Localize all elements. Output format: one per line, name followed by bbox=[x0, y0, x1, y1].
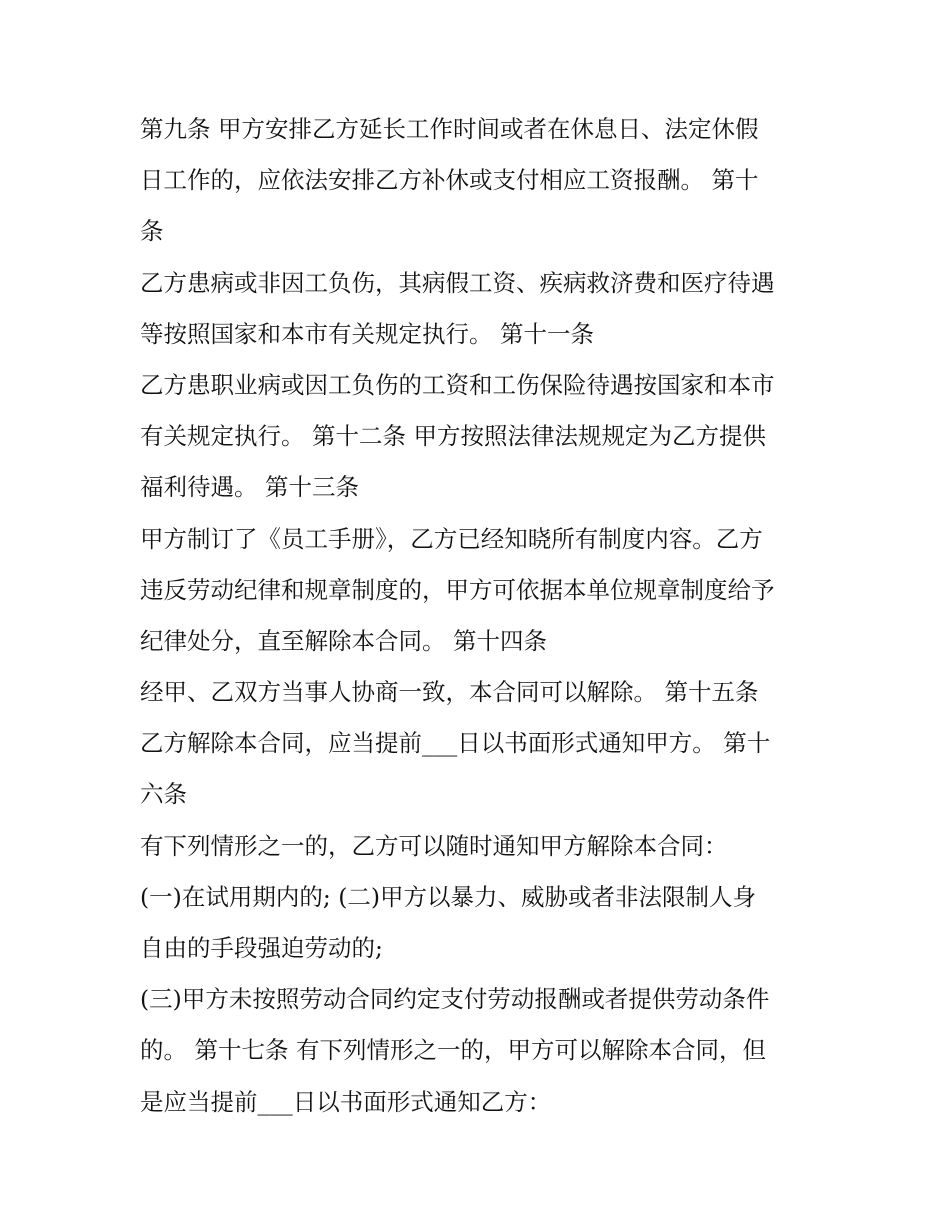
text-line: 违反劳动纪律和规章制度的，甲方可依据本单位规章制度给予 bbox=[140, 575, 775, 604]
text-line: 甲方制订了《员工手册》，乙方已经知晓所有制度内容。乙方 bbox=[140, 524, 763, 553]
text-line: 的。 第十七条 有下列情形之一的，甲方可以解除本合同，但 bbox=[140, 1036, 766, 1065]
text-line: 是应当提前___日以书面形式通知乙方： bbox=[140, 1087, 552, 1116]
text-line: 等按照国家和本市有关规定执行。 第十一条 bbox=[140, 319, 594, 348]
text-line: 条 bbox=[140, 217, 164, 246]
text-line: 自由的手段强迫劳动的; bbox=[140, 934, 383, 962]
text-line: 有下列情形之一的，乙方可以随时通知甲方解除本合同： bbox=[140, 831, 728, 860]
text-line: 日工作的，应依法安排乙方补休或支付相应工资报酬。 第十 bbox=[140, 166, 759, 195]
text-line: 乙方患职业病或因工负伤的工资和工伤保险待遇按国家和本市 bbox=[140, 370, 775, 399]
text-line: 六条 bbox=[140, 780, 187, 809]
text-line: (三)甲方未按照劳动合同约定支付劳动报酬或者提供劳动条件 bbox=[140, 985, 770, 1014]
text-line: (一)在试用期内的; (二)甲方以暴力、威胁或者非法限制人身 bbox=[140, 882, 757, 911]
text-line: 乙方患病或非因工负伤，其病假工资、疾病救济费和医疗待遇 bbox=[140, 268, 775, 297]
text-line: 第九条 甲方安排乙方延长工作时间或者在休息日、法定休假 bbox=[140, 115, 759, 143]
text-line: 乙方解除本合同，应当提前___日以书面形式通知甲方。 第十 bbox=[140, 729, 771, 758]
contract-body-text bbox=[140, 104, 820, 1128]
text-line: 经甲、乙双方当事人协商一致，本合同可以解除。 第十五条 bbox=[140, 678, 759, 707]
text-line: 福利待遇。 第十三条 bbox=[140, 473, 359, 502]
text-line: 有关规定执行。 第十二条 甲方按照法律法规规定为乙方提供 bbox=[140, 422, 766, 451]
text-line: 纪律处分，直至解除本合同。 第十四条 bbox=[140, 626, 547, 655]
